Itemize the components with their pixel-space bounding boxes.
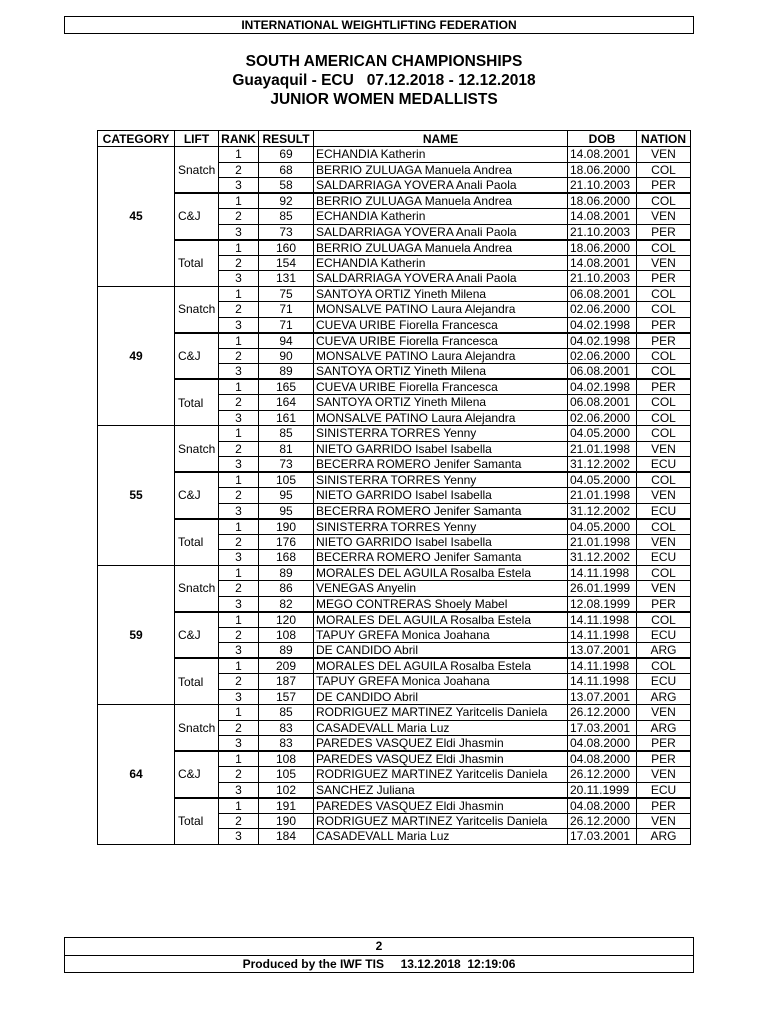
rank-cell: 3 <box>219 550 259 566</box>
table-row <box>98 658 691 674</box>
athlete-name-cell: ECHANDIA Katherin <box>314 255 568 271</box>
dob-cell: 04.02.1998 <box>568 379 637 395</box>
column-header-name: NAME <box>314 131 568 147</box>
athlete-name-cell: CUEVA URIBE Fiorella Francesca <box>314 317 568 333</box>
result-cell: 108 <box>259 627 314 643</box>
nation-cell: COL <box>637 395 691 411</box>
athlete-name-cell: NIETO GARRIDO Isabel Isabella <box>314 441 568 457</box>
dob-cell: 02.06.2000 <box>568 302 637 318</box>
rank-cell: 3 <box>219 317 259 333</box>
lift-cell: Total <box>175 379 219 426</box>
nation-cell: PER <box>637 333 691 349</box>
result-cell: 73 <box>259 457 314 473</box>
lift-cell: Snatch <box>175 426 219 473</box>
table-header-row <box>98 131 691 147</box>
rank-cell: 1 <box>219 705 259 721</box>
result-cell: 83 <box>259 720 314 736</box>
nation-cell: COL <box>637 410 691 426</box>
federation-name: INTERNATIONAL WEIGHTLIFTING FEDERATION <box>241 18 517 32</box>
rank-cell: 3 <box>219 271 259 287</box>
nation-cell: ECU <box>637 627 691 643</box>
lift-cell: Snatch <box>175 286 219 333</box>
athlete-name-cell: SINISTERRA TORRES Yenny <box>314 472 568 488</box>
result-cell: 176 <box>259 534 314 550</box>
athlete-name-cell: SALDARRIAGA YOVERA Anali Paola <box>314 224 568 240</box>
result-cell: 85 <box>259 705 314 721</box>
rank-cell: 3 <box>219 596 259 612</box>
rank-cell: 2 <box>219 162 259 178</box>
result-cell: 69 <box>259 147 314 163</box>
nation-cell: PER <box>637 224 691 240</box>
result-cell: 105 <box>259 472 314 488</box>
dob-cell: 04.05.2000 <box>568 426 637 442</box>
result-cell: 86 <box>259 581 314 597</box>
dob-cell: 21.01.1998 <box>568 534 637 550</box>
athlete-name-cell: PAREDES VASQUEZ Eldi Jhasmin <box>314 798 568 814</box>
dob-cell: 17.03.2001 <box>568 720 637 736</box>
athlete-name-cell: BECERRA ROMERO Jenifer Samanta <box>314 503 568 519</box>
result-cell: 75 <box>259 286 314 302</box>
nation-cell: PER <box>637 751 691 767</box>
dob-cell: 21.01.1998 <box>568 488 637 504</box>
rank-cell: 1 <box>219 379 259 395</box>
rank-cell: 1 <box>219 240 259 256</box>
page-footer <box>64 937 694 973</box>
nation-cell: PER <box>637 271 691 287</box>
category-cell: 59 <box>98 565 175 705</box>
result-cell: 89 <box>259 565 314 581</box>
produced-timestamp: 13.12.2018 12:19:06 <box>400 957 516 971</box>
dob-cell: 13.07.2001 <box>568 643 637 659</box>
dob-cell: 06.08.2001 <box>568 286 637 302</box>
lift-cell: C&J <box>175 612 219 659</box>
rank-cell: 2 <box>219 534 259 550</box>
dob-cell: 18.06.2000 <box>568 193 637 209</box>
rank-cell: 1 <box>219 333 259 349</box>
medallists-table-body <box>98 147 691 845</box>
dob-cell: 14.11.1998 <box>568 627 637 643</box>
athlete-name-cell: TAPUY GREFA Monica Joahana <box>314 627 568 643</box>
dob-cell: 21.10.2003 <box>568 224 637 240</box>
nation-cell: VEN <box>637 705 691 721</box>
nation-cell: PER <box>637 596 691 612</box>
athlete-name-cell: SANTOYA ORTIZ Yineth Milena <box>314 286 568 302</box>
result-cell: 165 <box>259 379 314 395</box>
result-cell: 190 <box>259 519 314 535</box>
dob-cell: 04.02.1998 <box>568 317 637 333</box>
athlete-name-cell: BERRIO ZULUAGA Manuela Andrea <box>314 162 568 178</box>
dob-cell: 14.11.1998 <box>568 612 637 628</box>
table-row <box>98 705 691 721</box>
nation-cell: COL <box>637 612 691 628</box>
athlete-name-cell: CASADEVALL Maria Luz <box>314 829 568 845</box>
athlete-name-cell: RODRIGUEZ MARTINEZ Yaritcelis Daniela <box>314 767 568 783</box>
rank-cell: 1 <box>219 612 259 628</box>
result-cell: 191 <box>259 798 314 814</box>
dob-cell: 31.12.2002 <box>568 550 637 566</box>
dob-cell: 04.08.2000 <box>568 736 637 752</box>
column-header-rank: RANK <box>219 131 259 147</box>
athlete-name-cell: PAREDES VASQUEZ Eldi Jhasmin <box>314 736 568 752</box>
result-cell: 102 <box>259 782 314 798</box>
athlete-name-cell: ECHANDIA Katherin <box>314 209 568 225</box>
column-header-dob: DOB <box>568 131 637 147</box>
dob-cell: 06.08.2001 <box>568 395 637 411</box>
athlete-name-cell: NIETO GARRIDO Isabel Isabella <box>314 488 568 504</box>
rank-cell: 3 <box>219 829 259 845</box>
rank-cell: 1 <box>219 426 259 442</box>
result-cell: 94 <box>259 333 314 349</box>
nation-cell: COL <box>637 302 691 318</box>
table-row <box>98 286 691 302</box>
nation-cell: VEN <box>637 581 691 597</box>
athlete-name-cell: MORALES DEL AGUILA Rosalba Estela <box>314 565 568 581</box>
rank-cell: 2 <box>219 627 259 643</box>
category-cell: 45 <box>98 147 175 287</box>
dob-cell: 14.08.2001 <box>568 147 637 163</box>
result-cell: 108 <box>259 751 314 767</box>
athlete-name-cell: DE CANDIDO Abril <box>314 689 568 705</box>
medallists-subtitle: JUNIOR WOMEN MEDALLISTS <box>270 91 498 108</box>
dob-cell: 04.08.2000 <box>568 751 637 767</box>
table-row <box>98 379 691 395</box>
dob-cell: 21.10.2003 <box>568 271 637 287</box>
produced-by: Produced by the IWF TIS <box>242 957 384 971</box>
event-location-dates: Guayaquil - ECU 07.12.2018 - 12.12.2018 <box>232 72 536 89</box>
nation-cell: ECU <box>637 674 691 690</box>
result-cell: 105 <box>259 767 314 783</box>
athlete-name-cell: BECERRA ROMERO Jenifer Samanta <box>314 550 568 566</box>
rank-cell: 2 <box>219 302 259 318</box>
athlete-name-cell: CASADEVALL Maria Luz <box>314 720 568 736</box>
nation-cell: ECU <box>637 457 691 473</box>
dob-cell: 26.01.1999 <box>568 581 637 597</box>
result-cell: 90 <box>259 348 314 364</box>
result-cell: 95 <box>259 503 314 519</box>
rank-cell: 3 <box>219 364 259 380</box>
championship-title: SOUTH AMERICAN CHAMPIONSHIPS <box>245 53 523 70</box>
table-row <box>98 565 691 581</box>
result-cell: 68 <box>259 162 314 178</box>
dob-cell: 12.08.1999 <box>568 596 637 612</box>
athlete-name-cell: VENEGAS Anyelin <box>314 581 568 597</box>
nation-cell: VEN <box>637 441 691 457</box>
table-row <box>98 751 691 767</box>
result-cell: 85 <box>259 426 314 442</box>
rank-cell: 3 <box>219 782 259 798</box>
athlete-name-cell: SANCHEZ Juliana <box>314 782 568 798</box>
athlete-name-cell: MORALES DEL AGUILA Rosalba Estela <box>314 612 568 628</box>
rank-cell: 3 <box>219 689 259 705</box>
result-cell: 82 <box>259 596 314 612</box>
nation-cell: PER <box>637 798 691 814</box>
table-row <box>98 798 691 814</box>
athlete-name-cell: ECHANDIA Katherin <box>314 147 568 163</box>
rank-cell: 3 <box>219 410 259 426</box>
result-cell: 160 <box>259 240 314 256</box>
athlete-name-cell: BECERRA ROMERO Jenifer Samanta <box>314 457 568 473</box>
rank-cell: 2 <box>219 720 259 736</box>
athlete-name-cell: CUEVA URIBE Fiorella Francesca <box>314 379 568 395</box>
rank-cell: 1 <box>219 658 259 674</box>
result-cell: 71 <box>259 317 314 333</box>
athlete-name-cell: MORALES DEL AGUILA Rosalba Estela <box>314 658 568 674</box>
rank-cell: 1 <box>219 147 259 163</box>
nation-cell: VEN <box>637 147 691 163</box>
result-cell: 131 <box>259 271 314 287</box>
lift-cell: Snatch <box>175 705 219 752</box>
nation-cell: ECU <box>637 550 691 566</box>
result-cell: 154 <box>259 255 314 271</box>
result-cell: 83 <box>259 736 314 752</box>
athlete-name-cell: TAPUY GREFA Monica Joahana <box>314 674 568 690</box>
category-cell: 49 <box>98 286 175 426</box>
athlete-name-cell: MONSALVE PATINO Laura Alejandra <box>314 302 568 318</box>
athlete-name-cell: MONSALVE PATINO Laura Alejandra <box>314 348 568 364</box>
rank-cell: 3 <box>219 643 259 659</box>
result-cell: 73 <box>259 224 314 240</box>
nation-cell: COL <box>637 658 691 674</box>
rank-cell: 3 <box>219 178 259 194</box>
table-row <box>98 519 691 535</box>
nation-cell: COL <box>637 162 691 178</box>
table-row <box>98 333 691 349</box>
athlete-name-cell: SINISTERRA TORRES Yenny <box>314 519 568 535</box>
dob-cell: 31.12.2002 <box>568 503 637 519</box>
lift-cell: Snatch <box>175 147 219 194</box>
rank-cell: 2 <box>219 488 259 504</box>
result-cell: 190 <box>259 813 314 829</box>
rank-cell: 1 <box>219 519 259 535</box>
rank-cell: 2 <box>219 255 259 271</box>
nation-cell: VEN <box>637 209 691 225</box>
column-header-result: RESULT <box>259 131 314 147</box>
federation-header <box>64 16 694 34</box>
nation-cell: ARG <box>637 829 691 845</box>
nation-cell: COL <box>637 472 691 488</box>
lift-cell: Total <box>175 519 219 566</box>
result-cell: 81 <box>259 441 314 457</box>
rank-cell: 1 <box>219 751 259 767</box>
result-cell: 89 <box>259 364 314 380</box>
rank-cell: 2 <box>219 581 259 597</box>
result-cell: 164 <box>259 395 314 411</box>
result-cell: 168 <box>259 550 314 566</box>
result-cell: 95 <box>259 488 314 504</box>
athlete-name-cell: MONSALVE PATINO Laura Alejandra <box>314 410 568 426</box>
athlete-name-cell: BERRIO ZULUAGA Manuela Andrea <box>314 240 568 256</box>
nation-cell: PER <box>637 178 691 194</box>
category-cell: 64 <box>98 705 175 845</box>
rank-cell: 3 <box>219 224 259 240</box>
result-cell: 85 <box>259 209 314 225</box>
nation-cell: COL <box>637 193 691 209</box>
nation-cell: ECU <box>637 782 691 798</box>
athlete-name-cell: SANTOYA ORTIZ Yineth Milena <box>314 395 568 411</box>
table-row <box>98 426 691 442</box>
nation-cell: COL <box>637 286 691 302</box>
table-row <box>98 472 691 488</box>
nation-cell: VEN <box>637 255 691 271</box>
dob-cell: 26.12.2000 <box>568 813 637 829</box>
nation-cell: VEN <box>637 813 691 829</box>
dob-cell: 14.08.2001 <box>568 255 637 271</box>
dob-cell: 20.11.1999 <box>568 782 637 798</box>
dob-cell: 04.02.1998 <box>568 333 637 349</box>
lift-cell: C&J <box>175 472 219 519</box>
nation-cell: COL <box>637 426 691 442</box>
dob-cell: 21.01.1998 <box>568 441 637 457</box>
rank-cell: 2 <box>219 441 259 457</box>
result-cell: 184 <box>259 829 314 845</box>
lift-cell: Total <box>175 798 219 845</box>
rank-cell: 2 <box>219 767 259 783</box>
dob-cell: 17.03.2001 <box>568 829 637 845</box>
nation-cell: COL <box>637 565 691 581</box>
rank-cell: 1 <box>219 565 259 581</box>
rank-cell: 1 <box>219 193 259 209</box>
rank-cell: 3 <box>219 503 259 519</box>
athlete-name-cell: SALDARRIAGA YOVERA Anali Paola <box>314 178 568 194</box>
rank-cell: 3 <box>219 457 259 473</box>
nation-cell: VEN <box>637 488 691 504</box>
dob-cell: 02.06.2000 <box>568 348 637 364</box>
nation-cell: PER <box>637 379 691 395</box>
rank-cell: 1 <box>219 798 259 814</box>
lift-cell: C&J <box>175 333 219 380</box>
table-row <box>98 193 691 209</box>
result-cell: 58 <box>259 178 314 194</box>
rank-cell: 2 <box>219 395 259 411</box>
result-cell: 71 <box>259 302 314 318</box>
athlete-name-cell: MEGO CONTRERAS Shoely Mabel <box>314 596 568 612</box>
category-cell: 55 <box>98 426 175 566</box>
rank-cell: 2 <box>219 674 259 690</box>
table-row <box>98 147 691 163</box>
nation-cell: ARG <box>637 643 691 659</box>
column-header-category: CATEGORY <box>98 131 175 147</box>
rank-cell: 2 <box>219 813 259 829</box>
result-cell: 89 <box>259 643 314 659</box>
dob-cell: 04.08.2000 <box>568 798 637 814</box>
lift-cell: C&J <box>175 193 219 240</box>
dob-cell: 26.12.2000 <box>568 705 637 721</box>
result-cell: 187 <box>259 674 314 690</box>
rank-cell: 1 <box>219 472 259 488</box>
nation-cell: COL <box>637 519 691 535</box>
table-row <box>98 240 691 256</box>
dob-cell: 18.06.2000 <box>568 162 637 178</box>
lift-cell: Snatch <box>175 565 219 612</box>
athlete-name-cell: RODRIGUEZ MARTINEZ Yaritcelis Daniela <box>314 705 568 721</box>
dob-cell: 14.11.1998 <box>568 565 637 581</box>
result-cell: 209 <box>259 658 314 674</box>
dob-cell: 04.05.2000 <box>568 472 637 488</box>
nation-cell: PER <box>637 317 691 333</box>
nation-cell: VEN <box>637 534 691 550</box>
footer-production-line <box>65 956 693 973</box>
dob-cell: 13.07.2001 <box>568 689 637 705</box>
dob-cell: 02.06.2000 <box>568 410 637 426</box>
nation-cell: COL <box>637 348 691 364</box>
page-number: 2 <box>65 938 693 956</box>
dob-cell: 04.05.2000 <box>568 519 637 535</box>
rank-cell: 2 <box>219 209 259 225</box>
nation-cell: ARG <box>637 720 691 736</box>
dob-cell: 14.08.2001 <box>568 209 637 225</box>
table-row <box>98 612 691 628</box>
dob-cell: 14.11.1998 <box>568 674 637 690</box>
rank-cell: 3 <box>219 736 259 752</box>
medallists-table <box>97 130 691 845</box>
nation-cell: VEN <box>637 767 691 783</box>
nation-cell: COL <box>637 364 691 380</box>
rank-cell: 1 <box>219 286 259 302</box>
athlete-name-cell: NIETO GARRIDO Isabel Isabella <box>314 534 568 550</box>
athlete-name-cell: SANTOYA ORTIZ Yineth Milena <box>314 364 568 380</box>
athlete-name-cell: DE CANDIDO Abril <box>314 643 568 659</box>
dob-cell: 31.12.2002 <box>568 457 637 473</box>
result-cell: 92 <box>259 193 314 209</box>
dob-cell: 06.08.2001 <box>568 364 637 380</box>
dob-cell: 18.06.2000 <box>568 240 637 256</box>
lift-cell: Total <box>175 658 219 705</box>
nation-cell: ECU <box>637 503 691 519</box>
athlete-name-cell: CUEVA URIBE Fiorella Francesca <box>314 333 568 349</box>
lift-cell: C&J <box>175 751 219 798</box>
athlete-name-cell: SINISTERRA TORRES Yenny <box>314 426 568 442</box>
result-cell: 161 <box>259 410 314 426</box>
rank-cell: 2 <box>219 348 259 364</box>
nation-cell: ARG <box>637 689 691 705</box>
dob-cell: 26.12.2000 <box>568 767 637 783</box>
column-header-lift: LIFT <box>175 131 219 147</box>
column-header-nation: NATION <box>637 131 691 147</box>
nation-cell: PER <box>637 736 691 752</box>
result-cell: 120 <box>259 612 314 628</box>
result-cell: 157 <box>259 689 314 705</box>
athlete-name-cell: RODRIGUEZ MARTINEZ Yaritcelis Daniela <box>314 813 568 829</box>
athlete-name-cell: SALDARRIAGA YOVERA Anali Paola <box>314 271 568 287</box>
dob-cell: 21.10.2003 <box>568 178 637 194</box>
document-titles <box>0 52 768 109</box>
athlete-name-cell: BERRIO ZULUAGA Manuela Andrea <box>314 193 568 209</box>
dob-cell: 14.11.1998 <box>568 658 637 674</box>
lift-cell: Total <box>175 240 219 287</box>
nation-cell: COL <box>637 240 691 256</box>
athlete-name-cell: PAREDES VASQUEZ Eldi Jhasmin <box>314 751 568 767</box>
